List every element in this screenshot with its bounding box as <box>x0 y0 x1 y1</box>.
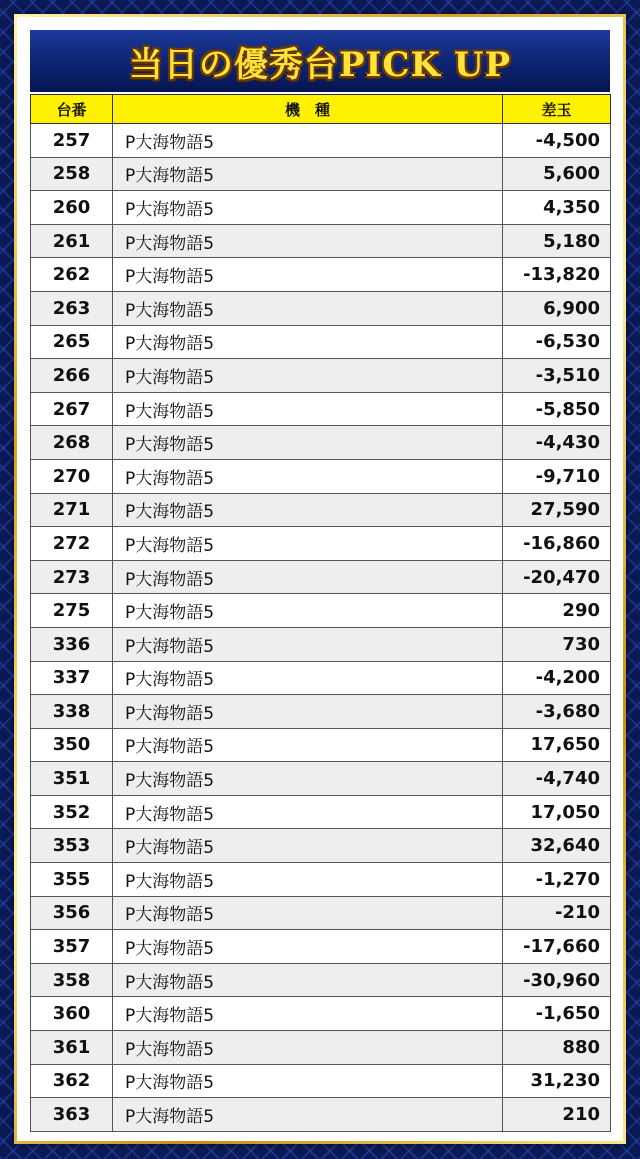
model-name-cell: P大海物語5 <box>113 157 503 191</box>
table-row <box>31 963 611 997</box>
table-row <box>31 896 611 930</box>
model-name-cell: P大海物語5 <box>113 795 503 829</box>
model-name-cell: P大海物語5 <box>113 224 503 258</box>
model-name-cell: P大海物語5 <box>113 695 503 729</box>
machine-number-cell: 363 <box>31 1098 113 1132</box>
model-name-cell: P大海物語5 <box>113 392 503 426</box>
table-row <box>31 325 611 359</box>
table-row <box>31 224 611 258</box>
ball-difference-cell: -16,860 <box>503 527 611 561</box>
ball-difference-cell: 5,180 <box>503 224 611 258</box>
model-name-cell: P大海物語5 <box>113 762 503 796</box>
table-row <box>31 1064 611 1098</box>
title-banner <box>30 30 610 92</box>
pickup-table <box>30 94 611 1132</box>
machine-number-cell: 272 <box>31 527 113 561</box>
ball-difference-cell: -4,200 <box>503 661 611 695</box>
model-name-cell: P大海物語5 <box>113 191 503 225</box>
ball-difference-cell: -13,820 <box>503 258 611 292</box>
machine-number-cell: 263 <box>31 291 113 325</box>
ball-difference-cell: -1,270 <box>503 863 611 897</box>
ball-difference-cell: 730 <box>503 627 611 661</box>
ball-difference-cell: 32,640 <box>503 829 611 863</box>
ball-difference-cell: -20,470 <box>503 560 611 594</box>
machine-number-cell: 356 <box>31 896 113 930</box>
machine-number-cell: 265 <box>31 325 113 359</box>
table-row <box>31 157 611 191</box>
model-name-cell: P大海物語5 <box>113 459 503 493</box>
table-row <box>31 997 611 1031</box>
machine-number-cell: 360 <box>31 997 113 1031</box>
table-row <box>31 728 611 762</box>
model-name-cell: P大海物語5 <box>113 359 503 393</box>
ball-difference-cell: -3,510 <box>503 359 611 393</box>
ball-difference-cell: -1,650 <box>503 997 611 1031</box>
table-row <box>31 594 611 628</box>
machine-number-cell: 357 <box>31 930 113 964</box>
ball-difference-cell: 4,350 <box>503 191 611 225</box>
machine-number-cell: 350 <box>31 728 113 762</box>
model-name-cell: P大海物語5 <box>113 863 503 897</box>
model-name-cell: P大海物語5 <box>113 124 503 158</box>
machine-number-cell: 261 <box>31 224 113 258</box>
ball-difference-cell: -4,740 <box>503 762 611 796</box>
ball-difference-cell: -3,680 <box>503 695 611 729</box>
table-row <box>31 695 611 729</box>
ball-difference-cell: 5,600 <box>503 157 611 191</box>
table-row <box>31 191 611 225</box>
pickup-table-container <box>30 94 610 1132</box>
ball-difference-cell: 290 <box>503 594 611 628</box>
table-row <box>31 527 611 561</box>
model-name-cell: P大海物語5 <box>113 325 503 359</box>
model-name-cell: P大海物語5 <box>113 1064 503 1098</box>
ball-difference-cell: 17,650 <box>503 728 611 762</box>
model-name-cell: P大海物語5 <box>113 560 503 594</box>
machine-number-cell: 257 <box>31 124 113 158</box>
table-row <box>31 493 611 527</box>
machine-number-cell: 352 <box>31 795 113 829</box>
ball-difference-cell: -5,850 <box>503 392 611 426</box>
table-row <box>31 291 611 325</box>
table-row <box>31 392 611 426</box>
table-row <box>31 1098 611 1132</box>
machine-number-cell: 351 <box>31 762 113 796</box>
machine-number-cell: 268 <box>31 426 113 460</box>
table-row <box>31 627 611 661</box>
ball-difference-cell: -6,530 <box>503 325 611 359</box>
machine-number-cell: 275 <box>31 594 113 628</box>
machine-number-cell: 260 <box>31 191 113 225</box>
machine-number-cell: 336 <box>31 627 113 661</box>
machine-number-cell: 362 <box>31 1064 113 1098</box>
machine-number-cell: 258 <box>31 157 113 191</box>
page-title: 当日の優秀台PICK UP <box>128 44 512 85</box>
table-row <box>31 258 611 292</box>
ball-difference-cell: 31,230 <box>503 1064 611 1098</box>
model-name-cell: P大海物語5 <box>113 930 503 964</box>
ball-difference-cell: -17,660 <box>503 930 611 964</box>
model-name-cell: P大海物語5 <box>113 627 503 661</box>
model-name-cell: P大海物語5 <box>113 661 503 695</box>
model-name-cell: P大海物語5 <box>113 258 503 292</box>
ball-difference-cell: 17,050 <box>503 795 611 829</box>
model-name-cell: P大海物語5 <box>113 829 503 863</box>
model-name-cell: P大海物語5 <box>113 594 503 628</box>
model-name-cell: P大海物語5 <box>113 493 503 527</box>
table-row <box>31 795 611 829</box>
machine-number-cell: 270 <box>31 459 113 493</box>
table-body <box>31 124 611 1132</box>
machine-number-cell: 271 <box>31 493 113 527</box>
table-row <box>31 863 611 897</box>
table-row <box>31 1031 611 1065</box>
model-name-cell: P大海物語5 <box>113 1031 503 1065</box>
machine-number-cell: 338 <box>31 695 113 729</box>
machine-number-cell: 266 <box>31 359 113 393</box>
machine-number-cell: 267 <box>31 392 113 426</box>
header-ball-difference: 差玉 <box>503 95 611 124</box>
table-row <box>31 459 611 493</box>
table-row <box>31 560 611 594</box>
machine-number-cell: 273 <box>31 560 113 594</box>
ball-difference-cell: -4,430 <box>503 426 611 460</box>
table-row <box>31 661 611 695</box>
header-machine-number: 台番 <box>31 95 113 124</box>
ball-difference-cell: -30,960 <box>503 963 611 997</box>
ball-difference-cell: 210 <box>503 1098 611 1132</box>
table-row <box>31 762 611 796</box>
model-name-cell: P大海物語5 <box>113 291 503 325</box>
machine-number-cell: 361 <box>31 1031 113 1065</box>
model-name-cell: P大海物語5 <box>113 997 503 1031</box>
model-name-cell: P大海物語5 <box>113 1098 503 1132</box>
model-name-cell: P大海物語5 <box>113 527 503 561</box>
machine-number-cell: 353 <box>31 829 113 863</box>
ball-difference-cell: 880 <box>503 1031 611 1065</box>
model-name-cell: P大海物語5 <box>113 896 503 930</box>
machine-number-cell: 262 <box>31 258 113 292</box>
header-model: 機 種 <box>113 95 503 124</box>
model-name-cell: P大海物語5 <box>113 728 503 762</box>
ball-difference-cell: 6,900 <box>503 291 611 325</box>
machine-number-cell: 358 <box>31 963 113 997</box>
machine-number-cell: 355 <box>31 863 113 897</box>
ball-difference-cell: -9,710 <box>503 459 611 493</box>
model-name-cell: P大海物語5 <box>113 426 503 460</box>
table-row <box>31 829 611 863</box>
table-row <box>31 426 611 460</box>
ball-difference-cell: -4,500 <box>503 124 611 158</box>
ball-difference-cell: -210 <box>503 896 611 930</box>
table-header-row <box>31 95 611 124</box>
table-row <box>31 359 611 393</box>
table-row <box>31 930 611 964</box>
model-name-cell: P大海物語5 <box>113 963 503 997</box>
ball-difference-cell: 27,590 <box>503 493 611 527</box>
machine-number-cell: 337 <box>31 661 113 695</box>
table-row <box>31 124 611 158</box>
